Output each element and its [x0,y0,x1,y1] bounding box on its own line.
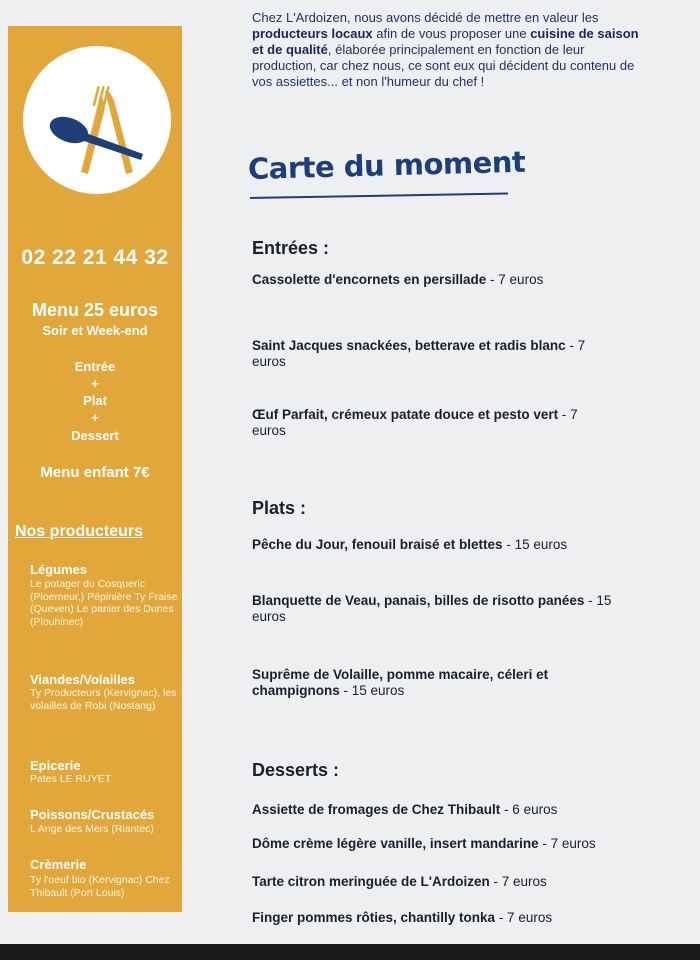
menu-enfant: Menu enfant 7€ [40,464,150,481]
producer-details: Le potager du Cosqueric (Ploemeur,) Pépinière Ty Fraise (Queven) Le panier des Dunes (Plouhinec) [30,578,178,628]
dish-item: Saint Jacques snackées, betterave et radis blanc - 7 euros [252,338,586,369]
sidebar [8,26,182,912]
section-title-desserts: Desserts : [252,760,340,780]
dish-item: Tarte citron meringuée de L'Ardoizen - 7 euros [252,874,547,889]
dish-item: Blanquette de Veau, panais, billes de risotto panées - 15 euros [252,593,612,624]
phone-number: 02 22 21 44 32 [21,246,169,269]
dish-item: Pêche du Jour, fenouil braisé et blettes - 15 euros [252,537,568,552]
knife-icon [105,91,133,174]
producer-details: Pates LE RUYET [30,773,112,785]
menu-subtitle: Soir et Week-end [42,323,148,338]
dish-item: Dôme crème légère vanille, insert mandarine - 7 euros [252,836,596,851]
section-title-plats: Plats : [252,498,307,518]
dish-item: Finger pommes rôties, chantilly tonka - 7 euros [252,910,553,925]
bottom-edge [0,944,700,960]
producer-details: Ty Producteurs (Kervignac), les volailles de Robi (Nostang) [30,687,177,712]
dish-item: Œuf Parfait, crémeux patate douce et pesto vert - 7 euros [252,407,578,438]
dish-item: Assiette de fromages de Chez Thibault - 6 euros [252,802,558,817]
intro-paragraph: Chez L'Ardoizen, nous avons décidé de mettre en valeur les producteurs locaux afin de vous proposer une cuisine de saison et de qualité, élaborée principalement en fonction de leur production, car chez nous, ce sont eux qui décident du contenu de vos assiettes... et non l'humeur du chef ! [252,10,639,89]
carte-title: Carte du moment [247,144,526,186]
menu-course-plat: Plat [83,393,107,408]
menu-course-dessert: Dessert [71,428,119,443]
dish-item: Cassolette d'encornets en persillade - 7 euros [252,272,544,287]
producer-category: Légumes [30,562,88,577]
producer-details: L Ange des Mers (Riantec) [30,823,154,835]
dish-item: Suprême de Volaille, pomme macaire, céleri et champignons - 15 euros [252,667,549,698]
restaurant-logo [23,46,171,194]
title-underline [250,192,508,199]
producer-category: Crèmerie [30,857,87,872]
producer-category: Epicerie [30,758,81,773]
menu-course-entree: Entrée [74,359,116,374]
menu-course-plus: + [91,376,99,391]
producers-title: Nos producteurs [15,523,144,540]
producer-details: Ty l'oeuf bio (Kervignac) Chez Thibault (Port Louis) [30,874,170,899]
producer-category: Viandes/Volailles [30,672,136,687]
producer-category: Poissons/Crustacés [30,807,155,822]
menu-course-plus: + [91,410,99,425]
section-title-entrees: Entrées : [252,238,330,258]
menu-title: Menu 25 euros [31,300,159,320]
